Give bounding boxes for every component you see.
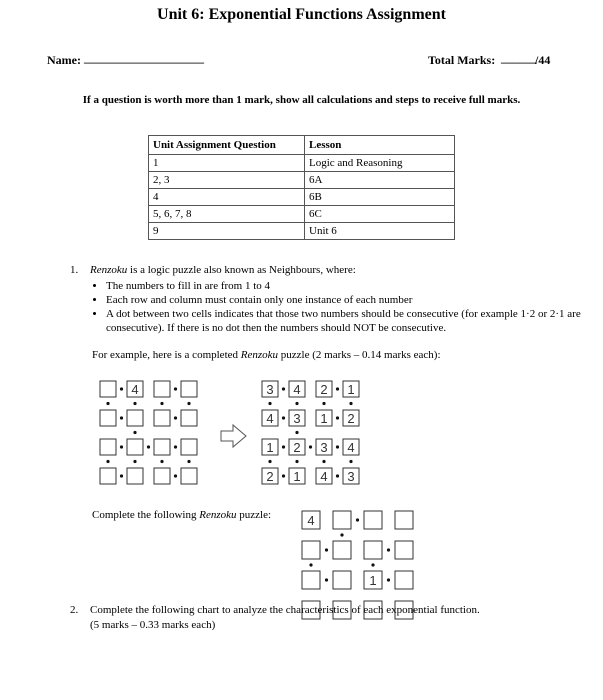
consecutive-dot (349, 460, 352, 463)
puzzle-cell-value: 3 (266, 382, 274, 397)
puzzle-cell-value: 3 (320, 440, 328, 455)
complete-prompt-text: Complete the following (92, 509, 200, 521)
consecutive-dot (174, 474, 177, 477)
renzoku-term: Renzoku (199, 509, 237, 521)
renzoku-term: Renzoku (240, 349, 279, 361)
question-2-marks: (5 marks – 0.33 marks each) (90, 619, 216, 631)
puzzle-cell (127, 439, 143, 455)
list-item: • The numbers to fill in are from 1 to 4 (106, 279, 586, 293)
total-marks-label: Total Marks: (428, 53, 496, 67)
puzzle-cell[interactable] (364, 541, 382, 559)
puzzle-cell-value: 3 (347, 469, 355, 484)
puzzle-cell-value: 4 (131, 382, 139, 397)
consecutive-dot (120, 445, 123, 448)
list-item: • Each row and column must contain only one instance of each number (106, 293, 586, 307)
consecutive-dot (133, 460, 136, 463)
puzzle-cell[interactable] (395, 511, 413, 529)
puzzle-cell (154, 381, 170, 397)
table-cell: Logic and Reasoning (305, 155, 455, 172)
consecutive-dot (120, 416, 123, 419)
consecutive-dot (295, 431, 298, 434)
consecutive-dot (160, 402, 163, 405)
puzzle-cell-value: 4 (307, 513, 315, 528)
consecutive-dot (340, 533, 343, 536)
consecutive-dot (336, 445, 339, 448)
puzzle-cell-value: 2 (320, 382, 328, 397)
table-cell: 9 (149, 223, 305, 240)
table-cell: 1 (149, 155, 305, 172)
consecutive-dot (325, 578, 328, 581)
consecutive-dot (106, 402, 109, 405)
consecutive-dot (174, 387, 177, 390)
puzzle-cell[interactable] (333, 571, 351, 589)
consecutive-dot (336, 387, 339, 390)
consecutive-dot (133, 431, 136, 434)
consecutive-dot (371, 563, 374, 566)
puzzle-cell[interactable] (333, 541, 351, 559)
renzoku-term: Renzoku (90, 264, 128, 276)
puzzle-cell (100, 410, 116, 426)
puzzle-cell-value: 3 (293, 411, 301, 426)
puzzle-cell-value: 1 (320, 411, 328, 426)
puzzle-cell (181, 410, 197, 426)
puzzle-cell-value: 2 (347, 411, 355, 426)
consecutive-dot (349, 402, 352, 405)
consecutive-dot (309, 563, 312, 566)
consecutive-dot (268, 402, 271, 405)
table-cell: 4 (149, 189, 305, 206)
puzzle-cell-value: 4 (347, 440, 355, 455)
puzzle-cell[interactable] (395, 571, 413, 589)
total-marks-blank: ______ (501, 51, 537, 65)
puzzle-cell[interactable] (302, 541, 320, 559)
table-cell: 6C (305, 206, 455, 223)
puzzle-cell (154, 410, 170, 426)
question-1-number: 1. (70, 264, 79, 276)
arrow-right-icon (221, 425, 246, 447)
consecutive-dot (387, 578, 390, 581)
puzzle-cell (154, 439, 170, 455)
consecutive-dot (282, 387, 285, 390)
consecutive-dot (133, 402, 136, 405)
list-item: • A dot between two cells indicates that those two numbers should be consecutive (for example 1·2 or 2·1 are consecutive). If there is no dot then the numbers should NOT be consecutive. (106, 307, 586, 335)
page-title: Unit 6: Exponential Functions Assignment (157, 6, 446, 23)
example-intro-text-end: puzzle (2 marks – 0.14 marks each): (278, 349, 441, 361)
table-cell: 5, 6, 7, 8 (149, 206, 305, 223)
puzzle-cell-value: 2 (266, 469, 274, 484)
table-header-question: Unit Assignment Question (149, 136, 305, 155)
example-given-grid (100, 381, 197, 484)
consecutive-dot (322, 460, 325, 463)
consecutive-dot (187, 460, 190, 463)
consecutive-dot (120, 474, 123, 477)
name-blank: ____________________ (84, 51, 204, 65)
consecutive-dot (106, 460, 109, 463)
puzzle-cell[interactable] (302, 571, 320, 589)
consecutive-dot (174, 445, 177, 448)
puzzle-cell (127, 410, 143, 426)
consecutive-dot (282, 416, 285, 419)
puzzle-cell-value: 4 (266, 411, 274, 426)
consecutive-dot (387, 548, 390, 551)
puzzle-cell (181, 468, 197, 484)
puzzle-cell[interactable] (395, 541, 413, 559)
table-cell: 6B (305, 189, 455, 206)
consecutive-dot (268, 460, 271, 463)
puzzle-cell-value: 1 (266, 440, 274, 455)
puzzle-cell (127, 468, 143, 484)
consecutive-dot (309, 445, 312, 448)
question-1-intro-text: is a logic puzzle also known as Neighbours, where: (127, 264, 356, 276)
consecutive-dot (187, 402, 190, 405)
puzzle-cell (100, 439, 116, 455)
table-cell: 6A (305, 172, 455, 189)
consecutive-dot (120, 387, 123, 390)
table-cell: 2, 3 (149, 172, 305, 189)
puzzle-cell-value: 4 (320, 469, 328, 484)
total-marks-value: /44 (535, 53, 551, 67)
puzzle-cell-value: 1 (347, 382, 355, 397)
puzzle-cell (100, 468, 116, 484)
task-grid[interactable] (302, 511, 413, 619)
instruction: If a question is worth more than 1 mark, show all calculations and steps to receive full marks. (82, 94, 521, 106)
question-2-text: Complete the following chart to analyze the characteristics of each exponential function. (90, 604, 480, 616)
puzzle-cell (181, 381, 197, 397)
question-2-number: 2. (70, 604, 79, 616)
puzzle-cell-value: 1 (369, 573, 377, 588)
puzzle-cell-value: 2 (293, 440, 301, 455)
puzzle-cell (100, 381, 116, 397)
puzzle-cell (154, 468, 170, 484)
consecutive-dot (282, 474, 285, 477)
table-header-lesson: Lesson (305, 136, 455, 155)
consecutive-dot (325, 548, 328, 551)
consecutive-dot (295, 460, 298, 463)
complete-prompt-text-end: puzzle: (236, 509, 272, 521)
consecutive-dot (336, 474, 339, 477)
example-intro-text: For example, here is a completed (92, 349, 241, 361)
name-label: Name: (47, 53, 81, 67)
puzzle-cell-value: 1 (293, 469, 301, 484)
puzzle-cell[interactable] (364, 511, 382, 529)
consecutive-dot (282, 445, 285, 448)
consecutive-dot (160, 460, 163, 463)
puzzle-cell-value: 4 (293, 382, 301, 397)
consecutive-dot (174, 416, 177, 419)
consecutive-dot (147, 445, 150, 448)
consecutive-dot (295, 402, 298, 405)
consecutive-dot (336, 416, 339, 419)
puzzle-cell[interactable] (333, 511, 351, 529)
example-solved-grid (262, 381, 359, 484)
table-cell: Unit 6 (305, 223, 455, 240)
puzzle-cell (181, 439, 197, 455)
consecutive-dot (356, 518, 359, 521)
consecutive-dot (322, 402, 325, 405)
